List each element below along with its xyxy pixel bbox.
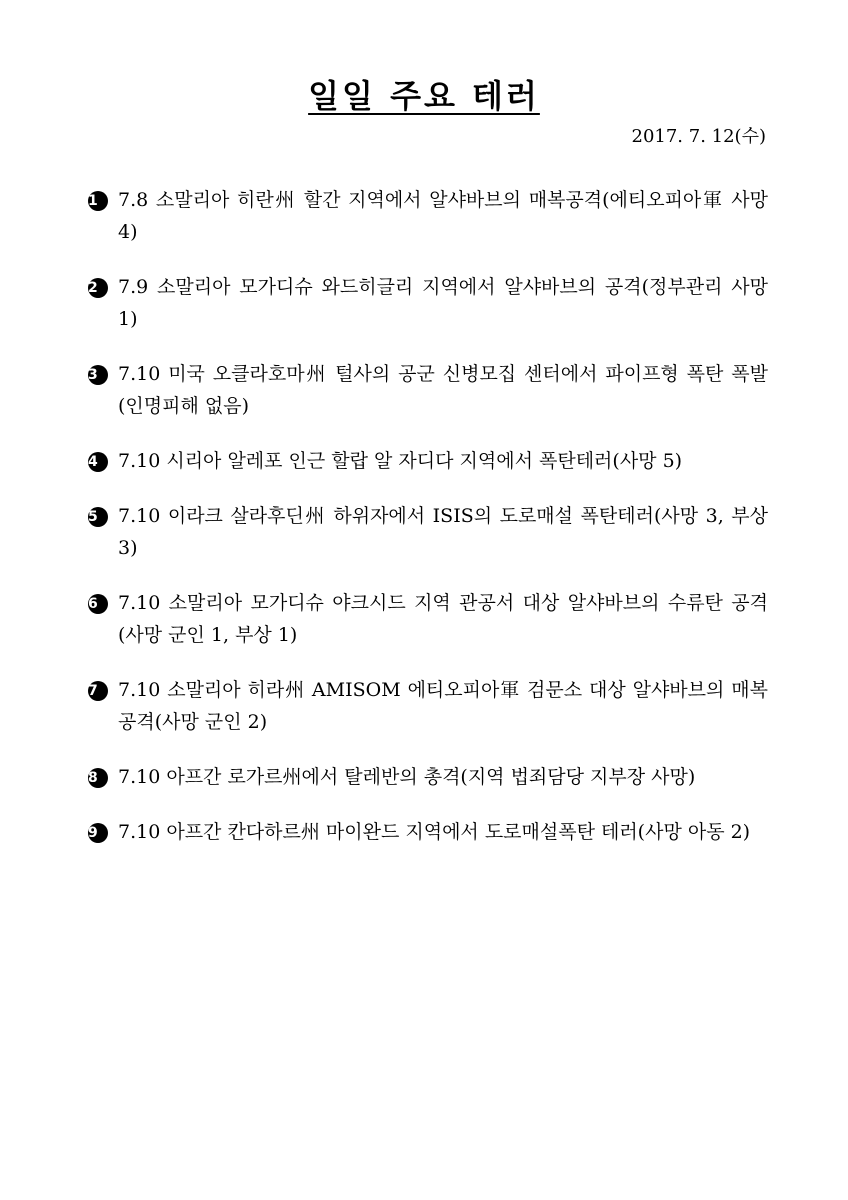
- number-badge-icon: 5: [88, 507, 108, 527]
- number-badge-icon: 1: [88, 191, 108, 211]
- incident-item: [88, 358, 768, 422]
- number-badge-icon: 4: [88, 452, 108, 472]
- document-date: 2017. 7. 12(수): [631, 126, 766, 147]
- number-badge-icon: 7: [88, 681, 108, 701]
- incident-text: 7.10 이라크 살라후딘州 하위자에서 ISIS의 도로매설 폭탄테러(사망 3, 부상 3): [118, 505, 768, 559]
- incident-item: [88, 816, 768, 848]
- incident-text: 7.10 미국 오클라호마州 털사의 공군 신병모집 센터에서 파이프형 폭탄 폭발(인명피해 없음): [118, 363, 768, 417]
- incident-list: [88, 184, 768, 871]
- number-badge-icon: 3: [88, 365, 108, 385]
- incident-item: [88, 445, 768, 477]
- incident-item: [88, 271, 768, 335]
- incident-item: [88, 184, 768, 248]
- incident-item: [88, 587, 768, 651]
- incident-text: 7.8 소말리아 히란州 할간 지역에서 알샤바브의 매복공격(에티오피아軍 사망 4): [118, 189, 768, 243]
- incident-text: 7.10 아프간 칸다하르州 마이완드 지역에서 도로매설폭탄 테러(사망 아동 2): [118, 821, 751, 843]
- incident-text: 7.10 아프간 로가르州에서 탈레반의 총격(지역 법죄담당 지부장 사망): [118, 766, 696, 788]
- incident-text: 7.9 소말리아 모가디슈 와드히글리 지역에서 알샤바브의 공격(정부관리 사망 1): [118, 276, 768, 330]
- page-title-text: 일일 주요 테러: [308, 77, 540, 115]
- incident-item: [88, 674, 768, 738]
- incident-text: 7.10 소말리아 히라州 AMISOM 에티오피아軍 검문소 대상 알샤바브의 매복 공격(사망 군인 2): [118, 679, 768, 733]
- incident-item: [88, 761, 768, 793]
- number-badge-icon: 8: [88, 768, 108, 788]
- number-badge-icon: 2: [88, 278, 108, 298]
- incident-text: 7.10 소말리아 모가디슈 야크시드 지역 관공서 대상 알샤바브의 수류탄 공격(사망 군인 1, 부상 1): [118, 592, 768, 646]
- number-badge-icon: 9: [88, 823, 108, 843]
- page-title: [0, 76, 848, 116]
- incident-item: [88, 500, 768, 564]
- number-badge-icon: 6: [88, 594, 108, 614]
- incident-text: 7.10 시리아 알레포 인근 할랍 알 자디다 지역에서 폭탄테러(사망 5): [118, 450, 683, 472]
